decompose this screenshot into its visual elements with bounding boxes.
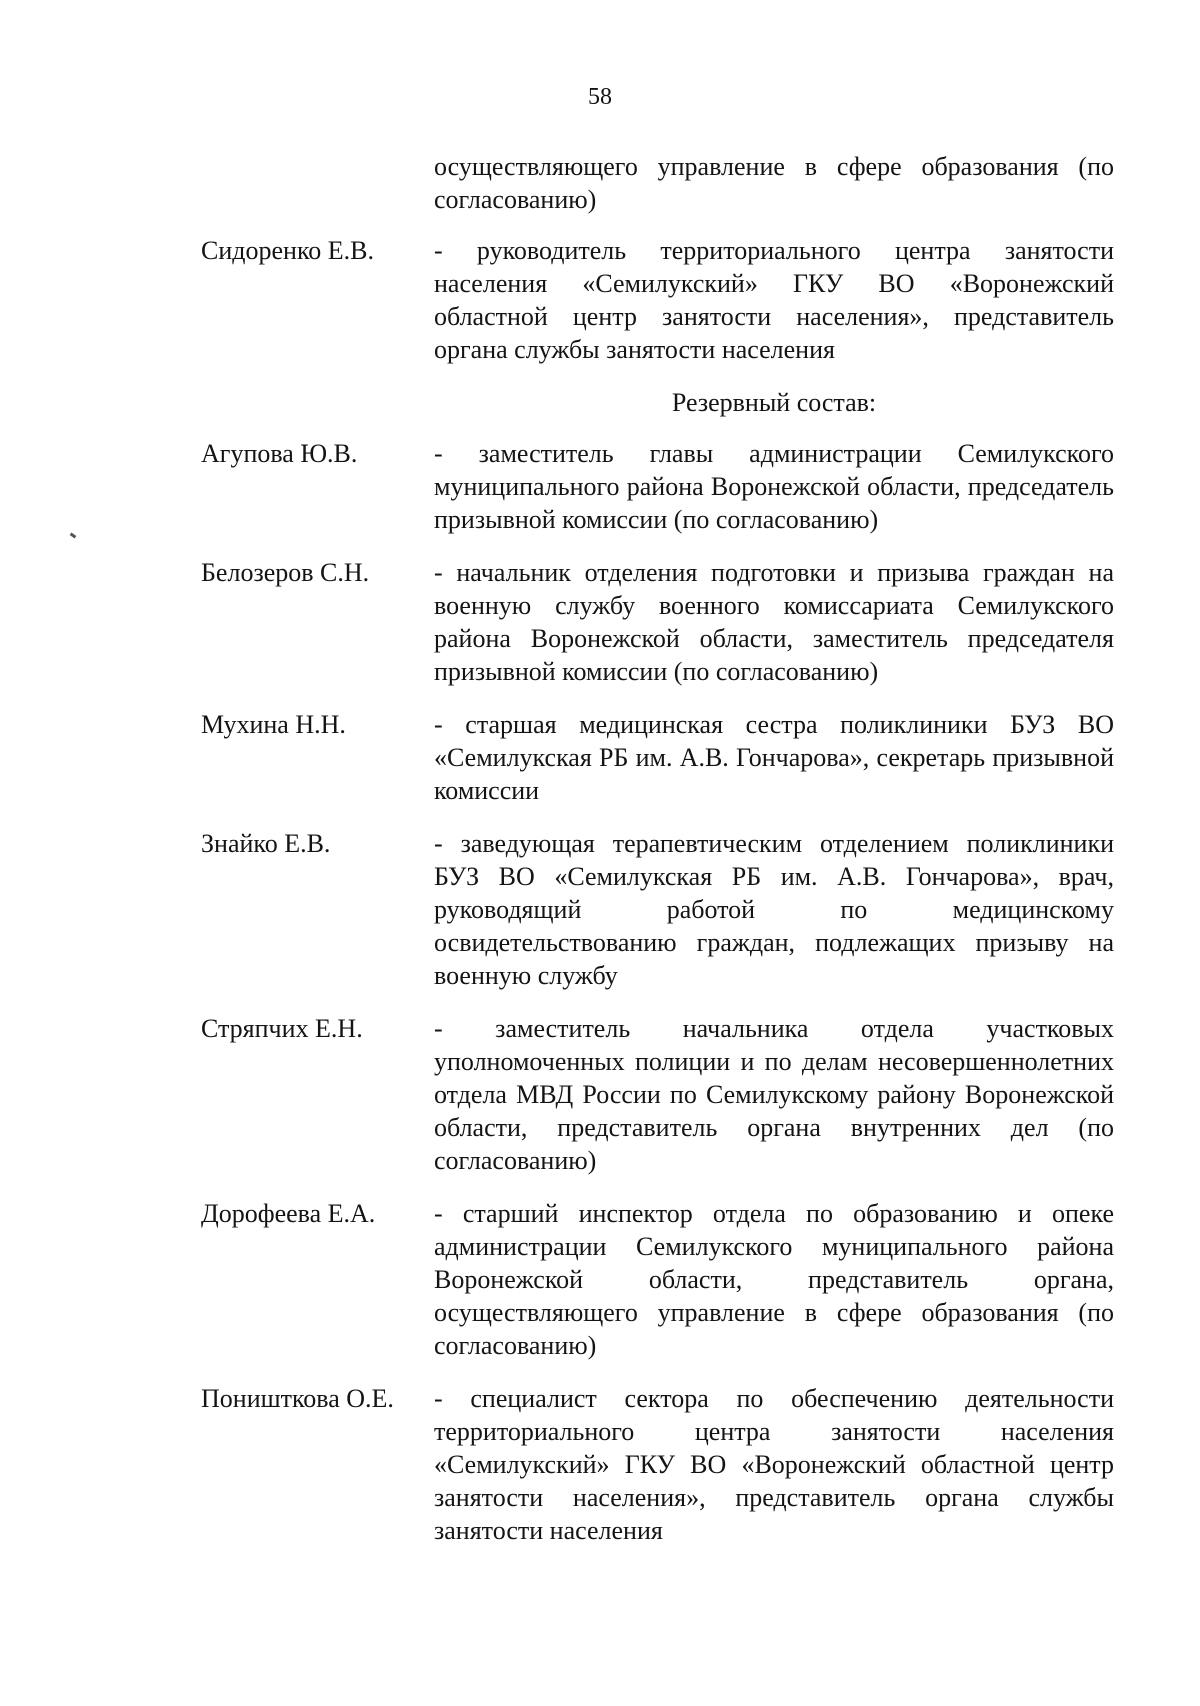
- member-name: Агупова Ю.В.: [201, 439, 358, 468]
- member-description: - руководитель территориального центра занятости населения «Семилукский» ГКУ ВО «Воронежский областной центр занятости населения», представитель органа службы занятости населения: [434, 236, 1114, 364]
- reserve-member-entry: [0, 437, 1200, 536]
- reserve-member-entry: [0, 556, 1200, 688]
- member-description: - заместитель начальника отдела участковых уполномоченных полиции и по делам несовершеннолетних отдела МВД России по Семилукскому району Воронежской области, представитель органа внутренних дел (по согласованию): [434, 1014, 1114, 1175]
- members-list: [0, 234, 1200, 1567]
- member-name: Стряпчих Е.Н.: [201, 1014, 363, 1043]
- member-description: - старшая медицинская сестра поликлиники БУЗ ВО «Семилукская РБ им. А.В. Гончарова», секретарь призывной комиссии: [434, 710, 1114, 805]
- member-name: Сидоренко Е.В.: [201, 236, 374, 265]
- intro-continuation-text: осуществляющего управление в сфере образования (по согласованию): [434, 152, 1114, 214]
- member-name: Поништкова О.Е.: [201, 1384, 394, 1413]
- member-description: - заведующая терапевтическим отделением поликлиники БУЗ ВО «Семилукская РБ им. А.В. Гончарова», врач, руководящий работой по медицинскому освидетельствованию граждан, подлежащих призыву на военную службу: [434, 829, 1114, 990]
- member-description: - старший инспектор отдела по образованию и опеке администрации Семилукского муниципального района Воронежской области, представитель органа, осуществляющего управление в сфере образования (по согласованию): [434, 1199, 1114, 1360]
- reserve-member-entry: [0, 1197, 1200, 1362]
- reserve-member-entry: [0, 1012, 1200, 1177]
- reserve-member-entry: [0, 827, 1200, 992]
- reserve-section-heading: [0, 386, 1200, 419]
- member-description: - специалист сектора по обеспечению деятельности территориального центра занятости населения «Семилукский» ГКУ ВО «Воронежский областной центр занятости населения», представитель органа службы занятости населения: [434, 1384, 1114, 1545]
- member-entry: [0, 234, 1200, 366]
- page-number: 58: [588, 84, 612, 110]
- member-description: - заместитель главы администрации Семилукского муниципального района Воронежской области, председатель призывной комиссии (по согласованию): [434, 439, 1114, 534]
- reserve-member-entry: [0, 708, 1200, 807]
- reserve-heading-text: Резервный состав:: [671, 388, 877, 417]
- member-description: - начальник отделения подготовки и призыва граждан на военную службу военного комиссариата Семилукского района Воронежской области, заместитель председателя призывной комиссии (по согласованию): [434, 558, 1114, 686]
- member-name: Дорофеева Е.А.: [201, 1199, 376, 1228]
- member-name: Белозеров С.Н.: [201, 558, 370, 587]
- member-name: Мухина Н.Н.: [201, 710, 346, 739]
- member-name: Знайко Е.В.: [201, 829, 331, 858]
- reserve-member-entry: [0, 1382, 1200, 1547]
